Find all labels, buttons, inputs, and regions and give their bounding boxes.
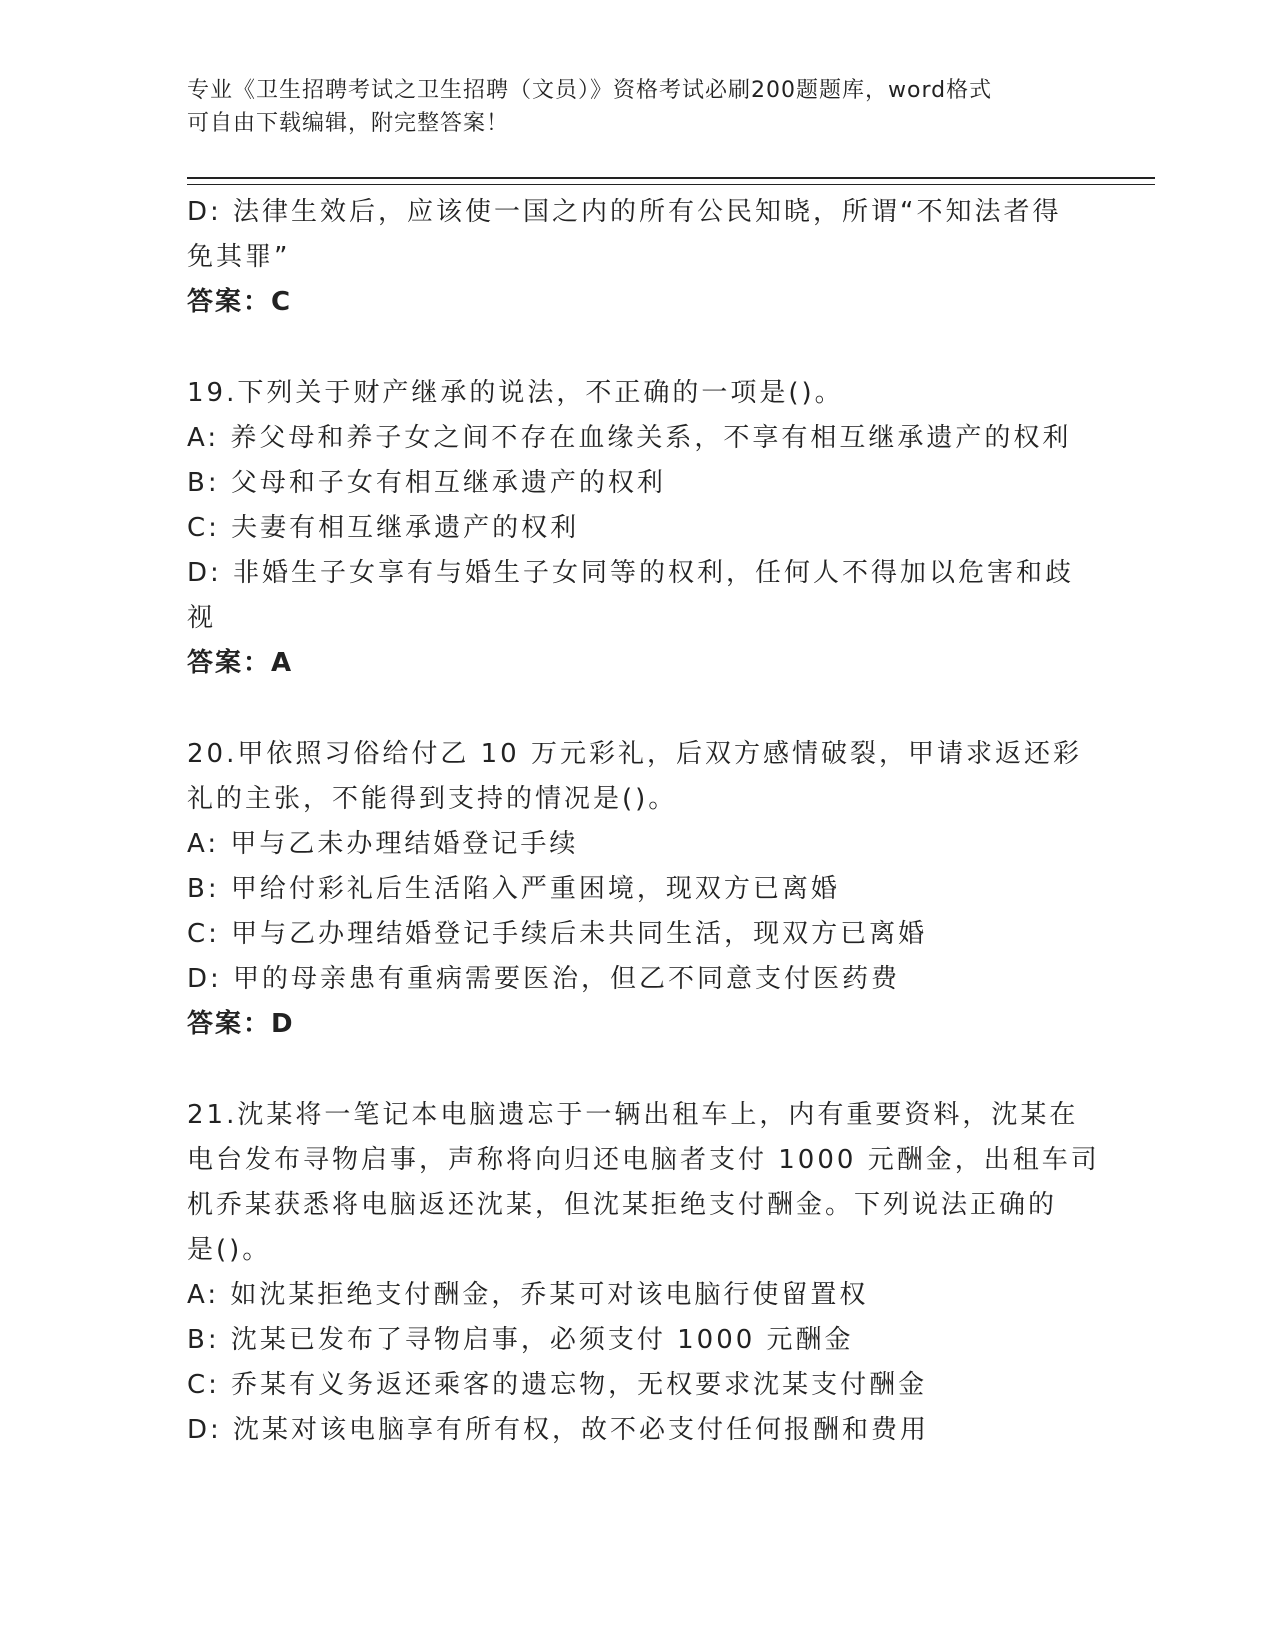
question-19 <box>187 371 1087 686</box>
spacer <box>187 686 1087 732</box>
header-divider <box>187 177 1155 185</box>
option-a-text: A: 甲与乙未办理结婚登记手续 <box>187 829 579 859</box>
answer-label: 答案：A <box>187 648 294 678</box>
option-d-text: D: 非婚生子女享有与婚生子女同等的权利，任何人不得加以危害和歧 <box>187 558 1075 588</box>
question-21 <box>187 1093 1100 1453</box>
header-line: 可自由下载编辑，附完整答案！ <box>187 111 510 136</box>
option-a-text: A: 如沈某拒绝支付酬金，乔某可对该电脑行使留置权 <box>187 1280 869 1310</box>
answer-label: 答案：C <box>187 287 293 317</box>
question-stem: 是()。 <box>187 1235 272 1265</box>
option-b-text: B: 沈某已发布了寻物启事，必须支付 1000 元酬金 <box>187 1325 854 1355</box>
question-stem: 20.甲依照习俗给付乙 10 万元彩礼，后双方感情破裂，甲请求返还彩 <box>187 739 1082 769</box>
option-a-text: A: 养父母和养子女之间不存在血缘关系，不享有相互继承遗产的权利 <box>187 423 1072 453</box>
question-stem: 19.下列关于财产继承的说法，不正确的一项是()。 <box>187 378 844 408</box>
option-d-text: D: 法律生效后，应该使一国之内的所有公民知晓，所谓“不知法者得 <box>187 197 1062 227</box>
option-c-text: C: 乔某有义务返还乘客的遗忘物，无权要求沈某支付酬金 <box>187 1370 928 1400</box>
question-stem: 机乔某获悉将电脑返还沈某，但沈某拒绝支付酬金。下列说法正确的 <box>187 1190 1058 1220</box>
question-stem: 21.沈某将一笔记本电脑遗忘于一辆出租车上，内有重要资料，沈某在 <box>187 1100 1079 1130</box>
document-body <box>187 190 1100 1453</box>
spacer <box>187 325 1087 371</box>
option-c-text: C: 甲与乙办理结婚登记手续后未共同生活，现双方已离婚 <box>187 919 928 949</box>
question-stem: 电台发布寻物启事，声称将向归还电脑者支付 1000 元酬金，出租车司 <box>187 1145 1100 1175</box>
option-d-text: 免其罪” <box>187 242 291 272</box>
option-d-text: D: 沈某对该电脑享有所有权，故不必支付任何报酬和费用 <box>187 1415 930 1445</box>
page-header <box>187 74 1067 140</box>
header-line: 专业《卫生招聘考试之卫生招聘（文员）》资格考试必刷200题题库，word格式 <box>187 78 993 103</box>
option-b-text: B: 父母和子女有相互继承遗产的权利 <box>187 468 666 498</box>
option-d-text: 视 <box>187 603 217 633</box>
answer-label: 答案：D <box>187 1009 295 1039</box>
question-20 <box>187 732 1087 1047</box>
option-b-text: B: 甲给付彩礼后生活陷入严重困境，现双方已离婚 <box>187 874 840 904</box>
option-d-text: D: 甲的母亲患有重病需要医治，但乙不同意支付医药费 <box>187 964 901 994</box>
option-c-text: C: 夫妻有相互继承遗产的权利 <box>187 513 580 543</box>
question-stem: 礼的主张，不能得到支持的情况是()。 <box>187 784 678 814</box>
question-18-tail <box>187 190 1087 325</box>
spacer <box>187 1047 1087 1093</box>
